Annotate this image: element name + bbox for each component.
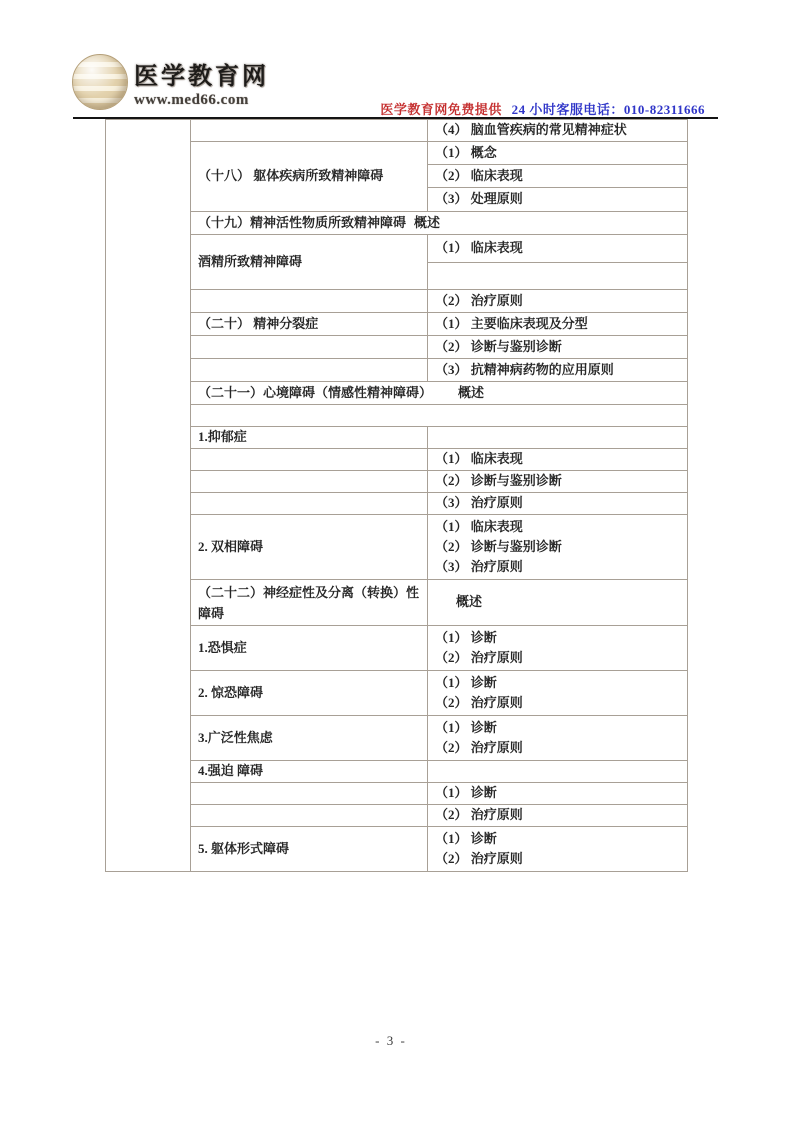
topic-cell: 1.恐惧症 [191,626,428,671]
detail-cell: （2） 治疗原则 [428,290,688,313]
topic-cell: 2. 双相障碍 [191,515,428,580]
table-row [106,671,688,716]
detail-cell: （1） 临床表现 [428,449,688,471]
syllabus-table-wrapper [105,119,688,872]
logo-title: 医学教育网 [134,64,269,90]
section-title: （二十一）心境障碍（情感性精神障碍） [198,384,433,400]
topic-cell [191,449,428,471]
table-row [106,120,688,142]
detail-cell: （2） 诊断与鉴别诊断 [428,471,688,493]
topic-cell: 1.抑郁症 [191,427,428,449]
detail-cell: （1） 主要临床表现及分型 [428,313,688,336]
section-header-cell [191,212,688,235]
table-row [106,142,688,165]
topic-cell [191,493,428,515]
detail-line: （1） 临床表现 [435,519,523,534]
detail-line: （3） 治疗原则 [435,559,523,574]
detail-cell: （3） 抗精神病药物的应用原则 [428,359,688,382]
table-row [106,336,688,359]
detail-cell: （2） 治疗原则 [428,805,688,827]
table-row [106,382,688,405]
topic-cell [191,783,428,805]
detail-cell [428,761,688,783]
table-row [106,493,688,515]
topic-cell [191,359,428,382]
logo-text-block [134,56,269,109]
table-row [106,235,688,263]
table-row [106,805,688,827]
table-row [106,359,688,382]
detail-cell: （3） 处理原则 [428,188,688,212]
section-title: （十九）精神活性物质所致精神障碍 [198,214,407,230]
table-row [106,580,688,626]
topic-cell: 3.广泛性焦虑 [191,716,428,761]
detail-line: （1） 诊断 [435,720,497,735]
detail-cell: （1） 诊断 [428,783,688,805]
detail-line: （1） 诊断 [435,675,497,690]
page-number: - 3 - [375,1033,407,1048]
notice-free-text: 医学教育网免费提供 [380,102,502,117]
table-row [106,827,688,872]
topic-cell [191,471,428,493]
table-row [106,761,688,783]
notice-phone-text: 24 小时客服电话：010-82311666 [511,102,705,117]
section-overview: 概述 [414,214,441,230]
detail-cell: （2） 诊断与鉴别诊断 [428,336,688,359]
section-overview-cell: 概述 [428,580,688,626]
detail-cell [428,626,688,671]
detail-cell [428,263,688,290]
detail-cell: （1） 概念 [428,142,688,165]
table-row [106,313,688,336]
topic-cell: 2. 惊恐障碍 [191,671,428,716]
detail-cell [428,716,688,761]
topic-cell: 4.强迫 障碍 [191,761,428,783]
topic-cell [191,120,428,142]
detail-cell [428,427,688,449]
detail-cell: （1） 临床表现 [428,235,688,263]
detail-line: （2） 治疗原则 [435,851,523,866]
syllabus-table [105,119,688,872]
topic-cell [191,336,428,359]
table-row [106,515,688,580]
detail-cell [428,827,688,872]
empty-row-cell [191,405,688,427]
table-row [106,212,688,235]
topic-cell: 5. 躯体形式障碍 [191,827,428,872]
detail-line: （2） 治疗原则 [435,740,523,755]
detail-line: （2） 治疗原则 [435,695,523,710]
detail-line: （2） 治疗原则 [435,650,523,665]
table-row [106,716,688,761]
detail-cell [428,515,688,580]
table-row [106,405,688,427]
detail-cell: （3） 治疗原则 [428,493,688,515]
topic-cell [191,805,428,827]
logo-globe-icon [72,54,128,110]
section-header-cell [191,382,688,405]
detail-cell [428,671,688,716]
table-row [106,290,688,313]
topic-cell: （十八） 躯体疾病所致精神障碍 [191,142,428,212]
table-row [106,626,688,671]
topic-cell [191,290,428,313]
section-overview: 概述 [458,384,485,400]
topic-cell: （二十） 精神分裂症 [191,313,428,336]
table-row [106,449,688,471]
topic-cell: （二十二）神经症性及分离（转换）性障碍 [191,580,428,626]
table-row [106,471,688,493]
topic-cell: 酒精所致精神障碍 [191,235,428,290]
detail-line: （2） 诊断与鉴别诊断 [435,539,562,554]
table-row [106,427,688,449]
unit-cell [106,120,191,872]
detail-line: （1） 诊断 [435,630,497,645]
detail-cell: （4） 脑血管疾病的常见精神症状 [428,120,688,142]
detail-line: （1） 诊断 [435,831,497,846]
table-row [106,783,688,805]
header-contact-notice [380,99,705,118]
detail-cell: （2） 临床表现 [428,165,688,188]
logo-url: www.med66.com [134,92,249,108]
